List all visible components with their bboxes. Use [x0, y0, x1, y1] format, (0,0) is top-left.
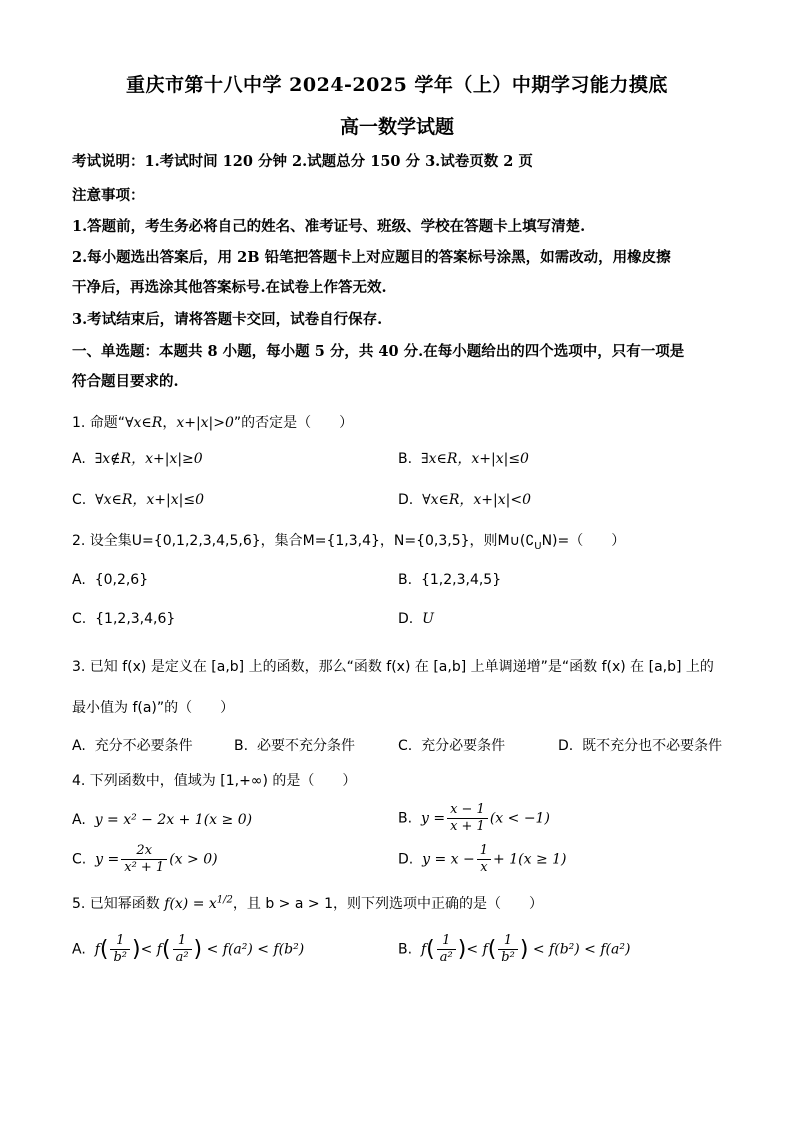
- fraction: $\frac{1}{x}$: [477, 843, 491, 876]
- note-1: 1.答题前，考生务必将自己的姓名、准考证号、班级、学校在答题卡上填写清楚.: [72, 218, 586, 235]
- q5-option-b[interactable]: B. f( $\frac{1}{\text{a²}}$ )< f( $\frac{1}{\text{b²}}$ ) < f(b²) < f(a²): [398, 933, 631, 965]
- q1-option-b[interactable]: B. ∃x∈R，x+|x|≤0: [398, 451, 529, 467]
- exam-subtitle: 高一数学试题: [339, 116, 454, 138]
- q2-option-b[interactable]: B. {1,2,3,4,5}: [398, 572, 502, 588]
- question-3-stem-line-2: 最小值为 f(a)”的（ ）: [72, 700, 235, 716]
- note-2-line-2: 干净后，再选涂其他答案标号.在试卷上作答无效.: [72, 279, 387, 296]
- question-5-stem: 5. 已知幂函数 $f(x) = x^{1/2}$，且 b > a > 1，则下列选项中正确的是（ ）: [72, 894, 543, 912]
- q4-option-c[interactable]: C. y = $\frac{2x}{\text{x² + 1}}$ (x > 0): [72, 843, 218, 875]
- fraction: $\frac{1}{\text{b²}}$: [498, 933, 518, 966]
- q3-option-b[interactable]: B. 必要不充分条件: [234, 738, 355, 754]
- q4-option-a[interactable]: A. y = x² − 2x + 1(x ≥ 0): [72, 812, 253, 828]
- note-2-line-1: 2.每小题选出答案后，用 2B 铅笔把答题卡上对应题目的答案标号涂黑，如需改动，用橡皮擦: [72, 249, 671, 266]
- q5-option-a[interactable]: A. f( $\frac{1}{\text{b²}}$ )< f( $\frac{1}{\text{a²}}$ ) < f(a²) < f(b²): [72, 933, 305, 965]
- q1-option-c[interactable]: C. ∀x∈R，x+|x|≤0: [72, 492, 204, 508]
- fraction: $\frac{1}{\text{a²}}$: [173, 933, 192, 966]
- notes-heading: 注意事项：: [72, 187, 145, 204]
- fraction: $\frac{1}{\text{a²}}$: [437, 933, 456, 966]
- q2-option-c[interactable]: C. {1,2,3,4,6}: [72, 611, 176, 627]
- exam-title: 重庆市第十八中学 2024-2025 学年（上）中期学习能力摸底: [126, 74, 668, 96]
- q3-option-c[interactable]: C. 充分必要条件: [398, 738, 506, 754]
- question-2-stem: 2. 设全集U={0,1,2,3,4,5,6}，集合M={1,3,4}，N={0,3,5}，则$M\cup(∁_UN)=$（ ）: [72, 533, 626, 552]
- question-4-stem: 4. 下列函数中，值域为 [1,+∞) 的是（ ）: [72, 773, 357, 789]
- fraction: $\frac{1}{\text{b²}}$: [110, 933, 130, 966]
- fraction: $\frac{x - 1}{x + 1}$: [447, 802, 488, 835]
- section-heading-line-2: 符合题目要求的.: [72, 373, 179, 390]
- note-3: 3.考试结束后，请将答题卡交回，试卷自行保存.: [72, 311, 383, 328]
- exam-info: 考试说明：1.考试时间 120 分钟 2.试题总分 150 分 3.试卷页数 2 页: [72, 153, 533, 170]
- question-1-stem: 1. 命题“∀x∈R，x+|x|>0”的否定是（ ）: [72, 415, 354, 431]
- q4-option-b[interactable]: B. y = $\frac{x - 1}{x + 1}$ (x < −1): [398, 802, 550, 834]
- q1-option-d[interactable]: D. ∀x∈R，x+|x|<0: [398, 492, 531, 508]
- question-3-stem-line-1: 3. 已知 f(x) 是定义在 [a,b] 上的函数，那么“函数 f(x) 在 [a,b] 上单调递增”是“函数 f(x) 在 [a,b] 上的: [72, 659, 714, 675]
- q4-option-d[interactable]: D. y = x − $\frac{1}{x}$ + 1(x ≥ 1): [398, 843, 567, 875]
- q3-option-d[interactable]: D. 既不充分也不必要条件: [558, 738, 723, 754]
- q1-option-a[interactable]: A. ∃x∉R，x+|x|≥0: [72, 451, 203, 467]
- q3-option-a[interactable]: A. 充分不必要条件: [72, 738, 193, 754]
- q2-option-d[interactable]: D. U: [398, 611, 434, 627]
- fraction: $\frac{2x}{\text{x² + 1}}$: [121, 843, 167, 876]
- q2-option-a[interactable]: A. {0,2,6}: [72, 572, 149, 588]
- section-heading-line-1: 一、单选题：本题共 8 小题，每小题 5 分，共 40 分.在每小题给出的四个选项中，只有一项是: [72, 343, 685, 360]
